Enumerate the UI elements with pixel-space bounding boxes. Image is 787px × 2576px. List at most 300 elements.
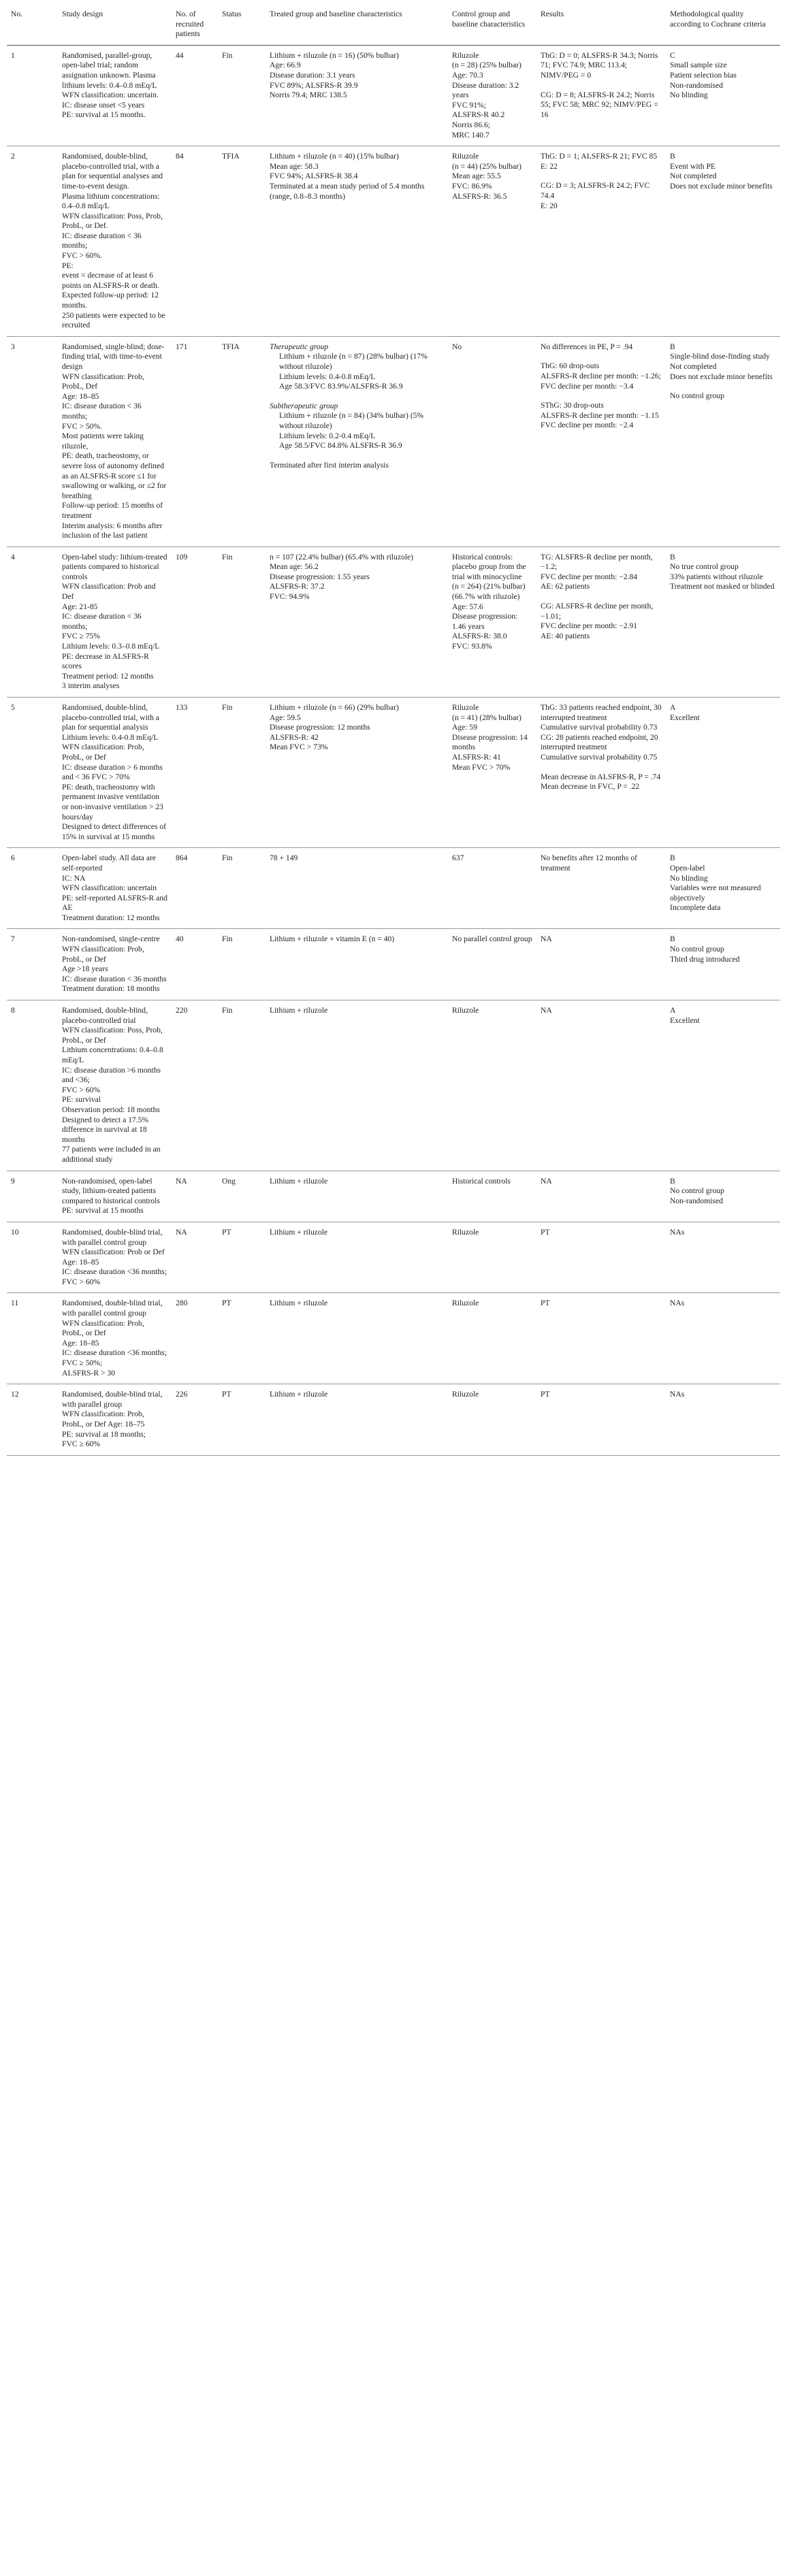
text-line: Treatment duration: 12 months — [62, 913, 160, 922]
header-quality: Methodological quality according to Cochrane criteria — [666, 10, 780, 45]
text-line: WFN classification: Poss, Prob, ProbL, or Def — [62, 1026, 163, 1045]
table-row — [7, 1293, 780, 1384]
table-row — [7, 146, 780, 337]
text-line: B — [670, 934, 675, 944]
text-line: Lithium + riluzole (n = 40) (15% bulbar) — [270, 152, 399, 161]
text-line: Randomised, double-blind trial, with parallel group — [62, 1390, 163, 1409]
text-line: NAs — [670, 1390, 685, 1399]
text-line: Cumulative survival probability 0.73 — [541, 723, 658, 732]
text-line: PT — [541, 1299, 550, 1308]
text-line: Disease duration: 3.1 years — [270, 70, 355, 80]
studies-table — [7, 10, 780, 1456]
cell-control-group — [448, 146, 536, 337]
spacer — [541, 81, 662, 91]
text-line: Most patients were taking riluzole, — [62, 431, 144, 451]
cell-results — [536, 848, 666, 929]
text-line: PE: survival at 15 months. — [62, 110, 146, 120]
text-line: No control group — [670, 1186, 724, 1196]
cell-results — [536, 929, 666, 1000]
text-line: PT — [541, 1390, 550, 1399]
table-row — [7, 1000, 780, 1171]
text-line: ALSFRS-R decline per month: −1.26; — [541, 372, 661, 380]
cell-study-design — [58, 45, 172, 146]
spacer — [270, 392, 444, 402]
cell-status: PT — [218, 1222, 266, 1293]
cell-no: 4 — [7, 547, 58, 697]
cell-treated-group — [266, 45, 448, 146]
text-line: Mean age: 55.5 — [452, 172, 501, 181]
cell-treated-group — [266, 929, 448, 1000]
text-line: IC: disease duration < 36 months; — [62, 231, 142, 250]
cell-quality — [666, 336, 780, 547]
spacer — [270, 451, 444, 461]
cell-results — [536, 45, 666, 146]
cell-results — [536, 1171, 666, 1222]
table-row — [7, 1171, 780, 1222]
text-line: Treatment not masked or blinded — [670, 582, 775, 591]
text-line: IC: disease duration <36 months; — [62, 1267, 167, 1277]
text-line: PE: survival — [62, 1095, 101, 1105]
cell-recruited-patients: 280 — [172, 1293, 218, 1384]
cell-control-group — [448, 1222, 536, 1293]
text-line: Expected follow-up period: 12 months. — [62, 291, 159, 310]
text-line: B — [670, 1176, 675, 1186]
text-line: Randomised, double-blind, placebo-controlled trial, with a plan for sequential analysis Lithium levels: 0.4-0.8 mEq/L — [62, 703, 159, 742]
text-line: CG: ALSFRS-R decline per month, −1.01; — [541, 602, 654, 621]
text-line: CG: D = 8; ALSFRS-R 24.2; Norris 55; FVC 58; MRC 92; NIMV/PEG = 16 — [541, 90, 658, 119]
text-line: WFN classification: Prob and Def — [62, 582, 156, 602]
cell-results — [536, 1384, 666, 1456]
text-line: WFN classification: Prob or Def Age: 18–85 — [62, 1248, 165, 1267]
text-line: NA — [541, 1176, 552, 1186]
text-line: ALSFRS-R: 42 — [270, 732, 319, 742]
cell-status: Fin — [218, 698, 266, 848]
spacer — [541, 352, 662, 361]
table-row — [7, 698, 780, 848]
cell-status: Fin — [218, 1000, 266, 1171]
text-line: Mean age: 58.3 — [270, 161, 319, 171]
text-line: PE: decrease in ALSFRS-R scores — [62, 651, 149, 671]
cell-quality — [666, 146, 780, 337]
text-line: Age 58.5/FVC 84.8% ALSFRS-R 36.9 — [279, 441, 402, 451]
text-line: Randomised, double-blind trial, with parallel control group — [62, 1299, 163, 1318]
cell-results — [536, 146, 666, 337]
cell-status: PT — [218, 1293, 266, 1384]
text-line: Open-label study. All data are self-reported — [62, 853, 157, 873]
text-line: IC: disease duration <36 months; — [62, 1348, 167, 1358]
cell-recruited-patients: 133 — [172, 698, 218, 848]
text-line: Disease progression: 1.46 years — [452, 612, 518, 631]
text-line: Non-randomised — [670, 80, 723, 90]
header-study-design: Study design — [58, 10, 172, 45]
table-body — [7, 45, 780, 1455]
text-line: No blinding — [670, 873, 708, 883]
cell-control-group — [448, 929, 536, 1000]
text-line: Disease progression: 14 months — [452, 732, 528, 752]
text-line: Age 58.3/FVC 83.9%/ALSFRS-R 36.9 — [279, 382, 403, 391]
cell-study-design — [58, 336, 172, 547]
text-line: Age: 66.9 — [270, 61, 301, 70]
text-line: FVC ≥ 60% — [62, 1439, 100, 1449]
text-line: Riluzole — [452, 1390, 479, 1399]
text-line: Lithium levels: 0.2-0.4 mEq/L — [279, 431, 376, 440]
text-line: event = decrease of at least 6 points on ALSFRS-R or death. — [62, 271, 159, 290]
spacer — [541, 763, 662, 772]
text-line: (n = 28) (25% bulbar) — [452, 61, 521, 70]
text-line: (n = 41) (28% bulbar) — [452, 713, 521, 722]
cell-treated-group — [266, 1222, 448, 1293]
cell-quality — [666, 1000, 780, 1171]
text-line: FVC: 94.9% — [270, 592, 310, 602]
text-line: FVC ≥ 50%; — [62, 1358, 103, 1368]
text-line: No benefits after 12 months of treatment — [541, 853, 637, 873]
text-line: WFN classification: Prob, ProbL, or Def — [62, 945, 144, 964]
header-treated-group: Treated group and baseline characteristics — [266, 10, 448, 45]
text-line: ThG: 60 drop-outs — [541, 361, 600, 371]
cell-treated-group — [266, 698, 448, 848]
cell-recruited-patients: 109 — [172, 547, 218, 697]
text-line: IC: NA — [62, 873, 86, 883]
text-line: Lithium + riluzole — [270, 1176, 328, 1186]
text-line: Event with PE — [670, 161, 716, 171]
text-line: A — [670, 1006, 676, 1015]
text-line: ThG: D = 0; ALSFRS-R 34.3; Norris 71; FVC 74.9; MRC 113.4; — [541, 50, 658, 70]
text-line: ALSFRS-R: 37.2 — [270, 582, 325, 591]
text-line: CG: 28 patients reached endpoint, 20 interrupted treatment — [541, 732, 658, 752]
text-line: B — [670, 152, 675, 161]
text-line: PE: self-reported ALSFRS-R and AE — [62, 893, 167, 913]
text-line: Riluzole — [452, 50, 479, 60]
text-line: IC: disease duration < 36 months; — [62, 612, 142, 631]
text-line: Open-label study: lithium-treated patients compared to historical controls — [62, 552, 167, 581]
cell-treated-group — [266, 336, 448, 547]
header-no: No. — [7, 10, 58, 45]
header-results: Results — [536, 10, 666, 45]
text-line: FVC: 93.8% — [452, 642, 492, 651]
text-line: SThG: 30 drop-outs — [541, 401, 604, 410]
text-line: Disease progression: 12 months — [270, 723, 370, 732]
text-line: ThG: 33 patients reached endpoint, 30 interrupted treatment — [541, 703, 662, 722]
cell-results — [536, 1222, 666, 1293]
text-line: Excellent — [670, 713, 700, 722]
cell-no: 5 — [7, 698, 58, 848]
cell-recruited-patients: 864 — [172, 848, 218, 929]
cell-recruited-patients: 40 — [172, 929, 218, 1000]
cell-status: PT — [218, 1384, 266, 1456]
text-line: (n = 264) (21% bulbar) (66.7% with riluzole) — [452, 582, 526, 602]
spacer — [541, 592, 662, 602]
cell-status: Fin — [218, 929, 266, 1000]
text-line: Therapeutic group — [270, 342, 329, 351]
cell-quality — [666, 1384, 780, 1456]
header-status: Status — [218, 10, 266, 45]
cell-control-group — [448, 336, 536, 547]
text-line: IC: disease duration > 6 months and < 36 FVC > 70% — [62, 762, 163, 782]
text-line: 637 — [452, 853, 464, 863]
text-line: Mean FVC > 73% — [270, 743, 328, 752]
cell-treated-group — [266, 547, 448, 697]
text-line: Age: 59.5 — [270, 713, 301, 722]
text-line: 3 interim analyses — [62, 681, 120, 691]
text-line: 33% patients without riluzole — [670, 572, 763, 581]
text-line: Disease progression: 1.55 years — [270, 572, 370, 581]
cell-recruited-patients: NA — [172, 1222, 218, 1293]
text-line: FVC ≥ 75% — [62, 632, 100, 641]
cell-treated-group — [266, 1293, 448, 1384]
text-line: 78 + 149 — [270, 853, 298, 863]
header-control-group: Control group and baseline characteristics — [448, 10, 536, 45]
header-recruited-patients: No. of recruited patients — [172, 10, 218, 45]
text-line: WFN classification: Prob, ProbL, or Def — [62, 743, 144, 762]
text-line: No control group — [670, 391, 724, 401]
text-line: FVC > 60% — [62, 1277, 101, 1286]
cell-quality — [666, 1171, 780, 1222]
text-line: Mean decrease in FVC, P = .22 — [541, 782, 640, 792]
cell-quality — [666, 929, 780, 1000]
cell-treated-group — [266, 1384, 448, 1456]
cell-control-group — [448, 1293, 536, 1384]
text-line: Excellent — [670, 1015, 700, 1025]
cell-study-design — [58, 1293, 172, 1384]
text-line: (n = 44) (25% bulbar) — [452, 161, 521, 171]
text-line: Single-blind dose-finding study — [670, 352, 770, 361]
text-line: Historical controls — [452, 1176, 511, 1186]
text-line: WFN classification: uncertain — [62, 883, 157, 893]
text-line: B — [670, 853, 675, 863]
text-line: ALSFRS-R: 38.0 — [452, 632, 507, 641]
text-line: Lithium + riluzole + vitamin E (n = 40) — [270, 934, 395, 944]
cell-quality — [666, 698, 780, 848]
cell-study-design — [58, 547, 172, 697]
text-line: WFN classification: Prob, ProbL, Def — [62, 372, 144, 391]
cell-recruited-patients: 226 — [172, 1384, 218, 1456]
cell-control-group — [448, 1384, 536, 1456]
text-line: B — [670, 342, 675, 351]
cell-results — [536, 1293, 666, 1384]
text-line: PE: death, tracheostomy with permanent invasive ventilation or non-invasive ventilation > 23 hours/day — [62, 782, 163, 821]
text-line: Designed to detect differences of 15% in survival at 15 months — [62, 822, 167, 841]
cell-status: Fin — [218, 848, 266, 929]
text-line: Plasma lithium concentrations: 0.4–0.8 mEq/L — [62, 191, 160, 211]
text-line: No blinding — [670, 91, 708, 100]
text-line: No — [452, 342, 462, 351]
text-line: Treatment period: 12 months — [62, 671, 154, 681]
text-line: Lithium + riluzole — [270, 1006, 328, 1015]
text-line: Historical controls: placebo group from the trial with minocycline — [452, 552, 526, 581]
text-line: Lithium levels: 0.4-0.8 mEq/L — [279, 372, 376, 381]
cell-quality — [666, 45, 780, 146]
text-line: No parallel control group — [452, 934, 532, 944]
text-line: Terminated after first interim analysis — [270, 460, 389, 470]
cell-results — [536, 547, 666, 697]
text-line: Open-label — [670, 863, 705, 873]
cell-recruited-patients: NA — [172, 1171, 218, 1222]
text-line: NAs — [670, 1227, 685, 1237]
text-line: Designed to detect a 17.5% difference in survival at 18 months — [62, 1115, 149, 1144]
text-line: WFN classification: Poss, Prob, ProbL, or Def. — [62, 211, 163, 231]
cell-recruited-patients: 171 — [172, 336, 218, 547]
cell-quality — [666, 547, 780, 697]
text-line: Age: 18–85 — [62, 1338, 99, 1348]
cell-treated-group — [266, 146, 448, 337]
text-line: Riluzole — [452, 703, 479, 712]
cell-results — [536, 1000, 666, 1171]
text-line: Disease duration: 3.2 years — [452, 80, 519, 100]
text-line: Riluzole — [452, 1227, 479, 1237]
cell-study-design — [58, 1171, 172, 1222]
text-line: FVC 91%; — [452, 100, 486, 110]
text-line: Riluzole — [452, 1299, 479, 1308]
text-line: Cumulative survival probability 0.75 — [541, 752, 658, 762]
cell-results — [536, 336, 666, 547]
cell-no: 9 — [7, 1171, 58, 1222]
spacer — [541, 391, 662, 401]
cell-study-design — [58, 929, 172, 1000]
text-line: PE: death, tracheostomy, or severe loss of autonomy defined as an ALSFRS-R score ≤1 for swallowing or walking, or ≤2 for breathing — [62, 451, 167, 500]
cell-study-design — [58, 1222, 172, 1293]
text-line: NA — [541, 1006, 552, 1015]
text-line: Age: 21-85 — [62, 602, 98, 611]
text-line: IC: disease duration >6 months and <36; — [62, 1065, 161, 1085]
cell-no: 11 — [7, 1293, 58, 1384]
cell-study-design — [58, 146, 172, 337]
cell-recruited-patients: 44 — [172, 45, 218, 146]
text-line: Does not exclude minor benefits — [670, 181, 773, 191]
text-line: A — [670, 703, 676, 712]
text-line: MRC 140.7 — [452, 130, 489, 140]
text-line: Randomised, double-blind, placebo-controlled trial — [62, 1006, 148, 1025]
text-line: No true control group — [670, 562, 739, 572]
text-line: WFN classification: Prob, ProbL, or Def Age: 18–75 — [62, 1409, 145, 1429]
table-row — [7, 547, 780, 697]
text-line: ThG: D = 1; ALSFRS-R 21; FVC 85 — [541, 152, 658, 161]
text-line: NA — [541, 934, 552, 944]
text-line: NIMV/PEG = 0 — [541, 70, 592, 80]
text-line: FVC decline per month: −3.4 — [541, 381, 634, 391]
text-line: NAs — [670, 1299, 685, 1308]
text-line: Lithium + riluzole (n = 66) (29% bulbar) — [270, 703, 399, 712]
text-line: Terminated at a mean study period of 5.4 months (range, 0.8–8.3 months) — [270, 181, 425, 201]
text-line: Observation period: 18 months — [62, 1105, 160, 1114]
cell-status: Fin — [218, 45, 266, 146]
text-line: Age: 57.6 — [452, 602, 483, 611]
text-line: Mean age: 56.2 — [270, 562, 319, 572]
text-line: Not completed — [670, 362, 717, 371]
text-line: ALSFRS-R: 36.5 — [452, 191, 507, 201]
text-line: Third drug introduced — [670, 954, 740, 964]
text-line: Randomised, double-blind trial, with parallel control group — [62, 1227, 163, 1247]
cell-status: Fin — [218, 547, 266, 697]
text-line: Non-randomised, single-centre — [62, 934, 160, 944]
cell-study-design — [58, 1000, 172, 1171]
text-line: FVC > 60%. — [62, 251, 103, 261]
cell-recruited-patients: 220 — [172, 1000, 218, 1171]
text-line: IC: disease duration < 36 months — [62, 974, 167, 983]
text-line: n = 107 (22.4% bulbar) (65.4% with riluzole) — [270, 552, 413, 561]
text-line: ALSFRS-R decline per month: −1.15 — [541, 410, 659, 420]
text-line: CG: D = 3; ALSFRS-R 24.2; FVC 74.4 — [541, 181, 650, 200]
cell-status: TFIA — [218, 336, 266, 547]
text-line: FVC > 60% — [62, 1085, 101, 1094]
text-line: Lithium + riluzole (n = 84) (34% bulbar) (5% without riluzole) — [279, 411, 424, 430]
cell-no: 12 — [7, 1384, 58, 1456]
text-line: PE: — [62, 261, 74, 270]
text-line: Norris 79.4; MRC 138.5 — [270, 91, 347, 100]
spacer — [670, 382, 776, 391]
text-line: Norris 86.6; — [452, 120, 491, 129]
text-line: Mean FVC > 70% — [452, 762, 511, 772]
text-line: E: 20 — [541, 201, 558, 210]
cell-control-group — [448, 1171, 536, 1222]
text-line: AE: 62 patients — [541, 582, 590, 591]
text-line: No differences in PE, P = .94 — [541, 342, 633, 351]
text-line: Does not exclude minor benefits — [670, 372, 773, 381]
text-line: IC: disease onset <5 years — [62, 100, 145, 110]
text-line: B — [670, 552, 675, 561]
cell-control-group — [448, 547, 536, 697]
text-line: FVC decline per month: −2.84 — [541, 572, 638, 581]
cell-results — [536, 698, 666, 848]
cell-status: Ong — [218, 1171, 266, 1222]
text-line: 77 patients were included in an additional study — [62, 1145, 161, 1164]
text-line: ALSFRS-R 40.2 — [452, 110, 505, 120]
text-line: PE: survival at 15 months — [62, 1206, 144, 1216]
text-line: Lithium + riluzole (n = 16) (50% bulbar) — [270, 50, 399, 60]
cell-study-design — [58, 1384, 172, 1456]
text-line: Interim analysis: 6 months after inclusion of the last patient — [62, 521, 163, 540]
text-line: Small sample size — [670, 61, 727, 70]
text-line: FVC 94%; ALSFRS-R 38.4 — [270, 172, 358, 181]
text-line: Lithium + riluzole — [270, 1390, 328, 1399]
text-line: Non-randomised — [670, 1196, 723, 1205]
text-line: Mean decrease in ALSFRS-R, P = .74 — [541, 772, 661, 781]
table-row — [7, 929, 780, 1000]
text-line: Treatment duration: 18 months — [62, 984, 160, 994]
text-line: Variables were not measured objectively — [670, 883, 761, 902]
text-line: WFN classification: uncertain. — [62, 91, 159, 100]
text-line: ALSFRS-R: 41 — [452, 752, 501, 762]
table-row — [7, 336, 780, 547]
text-line: Lithium levels: 0.3–0.8 mEq/L — [62, 642, 160, 651]
text-line: Riluzole — [452, 1006, 479, 1015]
text-line: Randomised, double-blind, placebo-controlled trial, with a plan for sequential analyses and time-to-event design. — [62, 152, 163, 191]
cell-control-group — [448, 698, 536, 848]
text-line: Randomised, parallel-group, open-label trial; random assignation unknown. Plasma lithium levels: 0.4–0.8 mEq/L — [62, 50, 157, 90]
text-line: Non-randomised, open-label study, lithium-treated patients compared to historical controls — [62, 1176, 160, 1205]
text-line: Lithium + riluzole — [270, 1227, 328, 1237]
text-line: Subtherapeutic group — [270, 401, 338, 410]
table-row — [7, 1222, 780, 1293]
text-line: AE: 40 patients — [541, 631, 590, 640]
text-line: FVC > 50%. — [62, 421, 103, 431]
text-line: Lithium concentrations: 0.4–0.8 mEq/L — [62, 1045, 163, 1064]
cell-quality — [666, 1293, 780, 1384]
table-row — [7, 848, 780, 929]
cell-quality — [666, 848, 780, 929]
text-line: FVC decline per month: −2.91 — [541, 621, 638, 631]
text-line: 250 patients were expected to be recruited — [62, 310, 165, 330]
text-line: Not completed — [670, 172, 717, 181]
text-line: FVC: 86.9% — [452, 181, 492, 191]
text-line: No control group — [670, 945, 724, 954]
text-line: WFN classification: Prob, ProbL, or Def — [62, 1318, 144, 1338]
text-line: IC: disease duration < 36 months; — [62, 402, 142, 421]
text-line: C — [670, 50, 675, 60]
cell-no: 7 — [7, 929, 58, 1000]
text-line: Lithium + riluzole (n = 87) (28% bulbar) (17% without riluzole) — [279, 352, 428, 371]
cell-recruited-patients: 84 — [172, 146, 218, 337]
text-line: Randomised, single-blind; dose-finding trial, with time-to-event design — [62, 342, 165, 371]
